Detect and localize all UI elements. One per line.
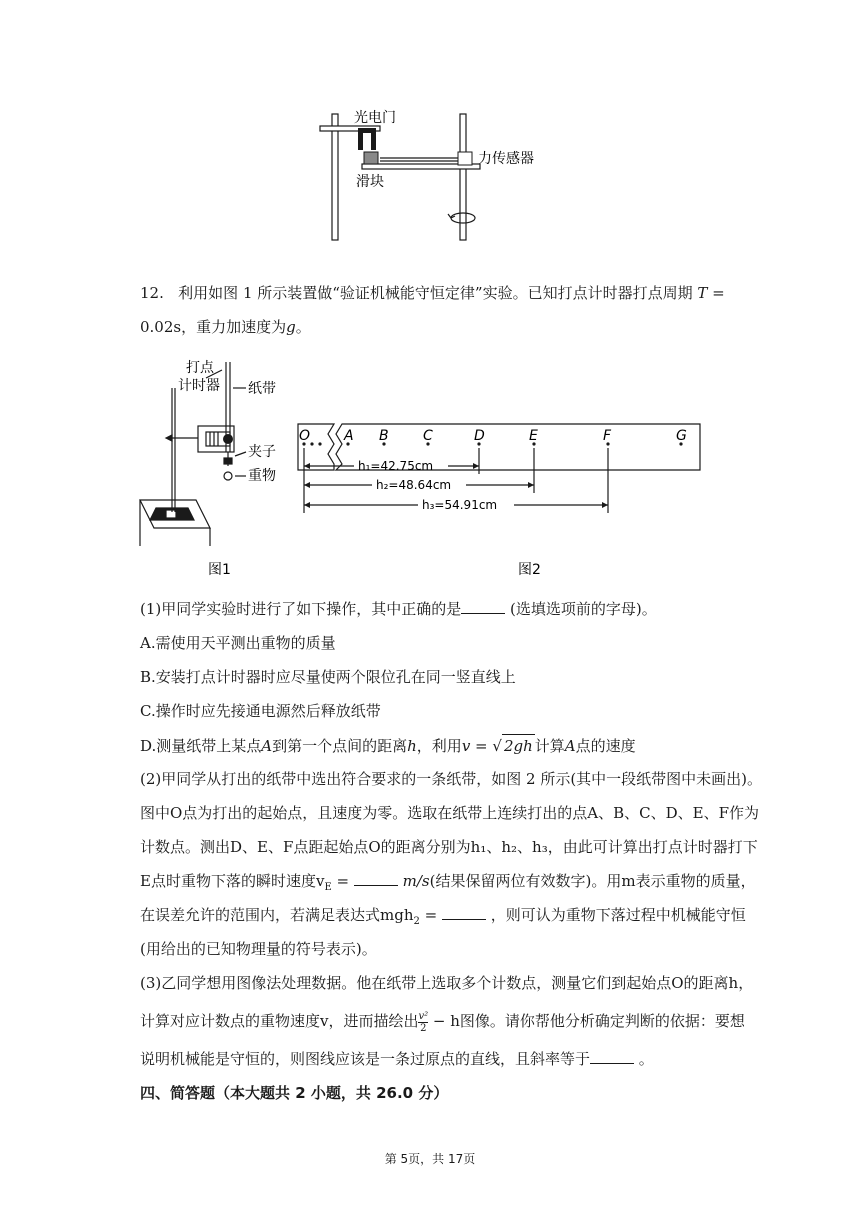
q12-stem-c: 0.02s，重力加速度为	[140, 318, 287, 336]
optD-g: 2gh	[502, 734, 535, 757]
part3-line1: (3)乙同学想用图像法处理数据。他在纸带上选取多个计数点，测量它们到起始点O的距离h，	[140, 974, 754, 992]
tape-point-C: C	[423, 428, 433, 444]
label-timer-1: 打点	[186, 360, 214, 376]
option-a: A.需使用天平测出重物的质量	[140, 634, 336, 652]
tape-point-O: O	[299, 428, 311, 444]
part2-line2: 图中O点为打出的起始点，且速度为零。选取在纸带上连续打出的点A、B、C、D、E、F作为	[140, 804, 760, 822]
optD-a: D.测量纸带上某点	[140, 737, 262, 755]
q12-stem-line1	[140, 282, 760, 304]
option-c: C.操作时应先接通电源然后释放纸带	[140, 702, 381, 720]
optD-i: A	[564, 737, 576, 755]
tape-point-A: A	[344, 428, 354, 444]
tape-point-E: E	[529, 428, 538, 444]
part2-line6: (用给出的已知物理量的符号表示)。	[140, 940, 377, 958]
optD-h: 计算	[534, 737, 565, 755]
part2-l5-b: 2	[413, 916, 420, 927]
q12-stem-e: 。	[295, 318, 311, 336]
label-timer-2: 计时器	[178, 378, 220, 394]
part1-q-tail: (选填选项前的字母)。	[510, 600, 657, 618]
part3-line3	[140, 1048, 760, 1070]
tape-point-D: D	[474, 428, 485, 444]
optD-b: A	[261, 737, 273, 755]
part2-l5-d: ，则可认为重物下落过程中机械能守恒	[490, 906, 746, 924]
part3-l3-a: 说明机械能是守恒的，则图线应该是一条过原点的直线，且斜率等于	[140, 1050, 591, 1068]
part3-l3-b: 。	[638, 1050, 654, 1068]
q12-stem-a: 利用如图 1 所示装置做“验证机械能守恒定律”实验。已知打点计时器打点周期	[178, 284, 693, 302]
label-h2: h₂=48.64cm	[376, 478, 452, 492]
part2-l5-c: =	[419, 906, 438, 924]
part2-l4-b: E	[324, 882, 332, 893]
answer-blank-3	[442, 905, 486, 920]
part2-l5-a: 在误差允许的范围内，若满足表达式mgh	[140, 906, 414, 924]
optD-e: ，利用	[416, 737, 462, 755]
optD-c: 到第一个点间的距离	[272, 737, 408, 755]
part2-line5	[140, 904, 760, 933]
option-d: D.测量纸带上某点A到第一个点间的距离h，利用v = √ 2gh 计算A点的速度	[140, 734, 760, 757]
optD-f: v =	[461, 737, 493, 755]
part2-l4-a: E点时重物下落的瞬时速度v	[140, 872, 325, 890]
page-footer: 第 5页，共 17页	[384, 1152, 476, 1166]
part2-line4	[140, 870, 760, 899]
label-h1: h₁=42.75cm	[358, 459, 434, 473]
label-slider: 滑块	[356, 174, 384, 190]
label-h3: h₃=54.91cm	[422, 498, 498, 512]
part3-line2	[140, 1010, 760, 1034]
tape-point-G: G	[676, 428, 687, 444]
fraction-v2-over-2: $\frac{\text{v²}}{2}$	[418, 1010, 429, 1034]
tape-point-F: F	[603, 428, 612, 444]
tape-point-B: B	[379, 428, 389, 444]
q12-stem-line2	[140, 316, 760, 338]
part3-l2-b: − h图像。请你帮他分析确定判断的依据：要想	[428, 1012, 745, 1030]
part2-line1: (2)甲同学从打出的纸带中选出符合要求的一条纸带，如图 2 所示(其中一段纸带图中未画出)。	[140, 770, 763, 788]
optD-j: 点的速度	[575, 737, 636, 755]
option-b: B.安装打点计时器时应尽量使两个限位孔在同一竖直线上	[140, 668, 516, 686]
caption-fig1: 图1	[208, 562, 231, 578]
part3-l2-a: 计算对应计数点的重物速度v，进而描绘出	[140, 1012, 419, 1030]
caption-fig2: 图2	[518, 562, 541, 578]
figure-photogate-apparatus	[310, 100, 560, 250]
q12-stem-b: T =	[697, 284, 725, 302]
part2-l4-c: =	[331, 872, 350, 890]
section-heading: 四、简答题（本大题共 2 小题，共 26.0 分）	[140, 1084, 449, 1102]
q12-stem-d: g	[286, 318, 296, 336]
part1-question	[140, 598, 760, 620]
label-clip: 夹子	[248, 444, 276, 460]
optD-d: h	[407, 737, 417, 755]
part2-l4-d: m/s	[402, 872, 430, 890]
part2-l4-e: (结果保留两位有效数字)。用m表示重物的质量，	[429, 872, 756, 890]
label-force-sensor: 力传感器	[478, 151, 534, 167]
answer-blank-2	[354, 871, 398, 886]
answer-blank-4	[590, 1049, 634, 1064]
q12-number: 12.	[140, 284, 164, 302]
label-tape: 纸带	[248, 381, 276, 397]
answer-blank-1	[461, 599, 505, 614]
part1-q: (1)甲同学实验时进行了如下操作，其中正确的是	[140, 600, 462, 618]
label-weight: 重物	[248, 468, 276, 484]
part2-line3: 计数点。测出D、E、F点距起始点O的距离分别为h₁、h₂、h₃，由此可计算出打点计时器打下	[140, 838, 758, 856]
label-photogate: 光电门	[354, 110, 396, 126]
figure-tape-experiment	[136, 348, 716, 583]
